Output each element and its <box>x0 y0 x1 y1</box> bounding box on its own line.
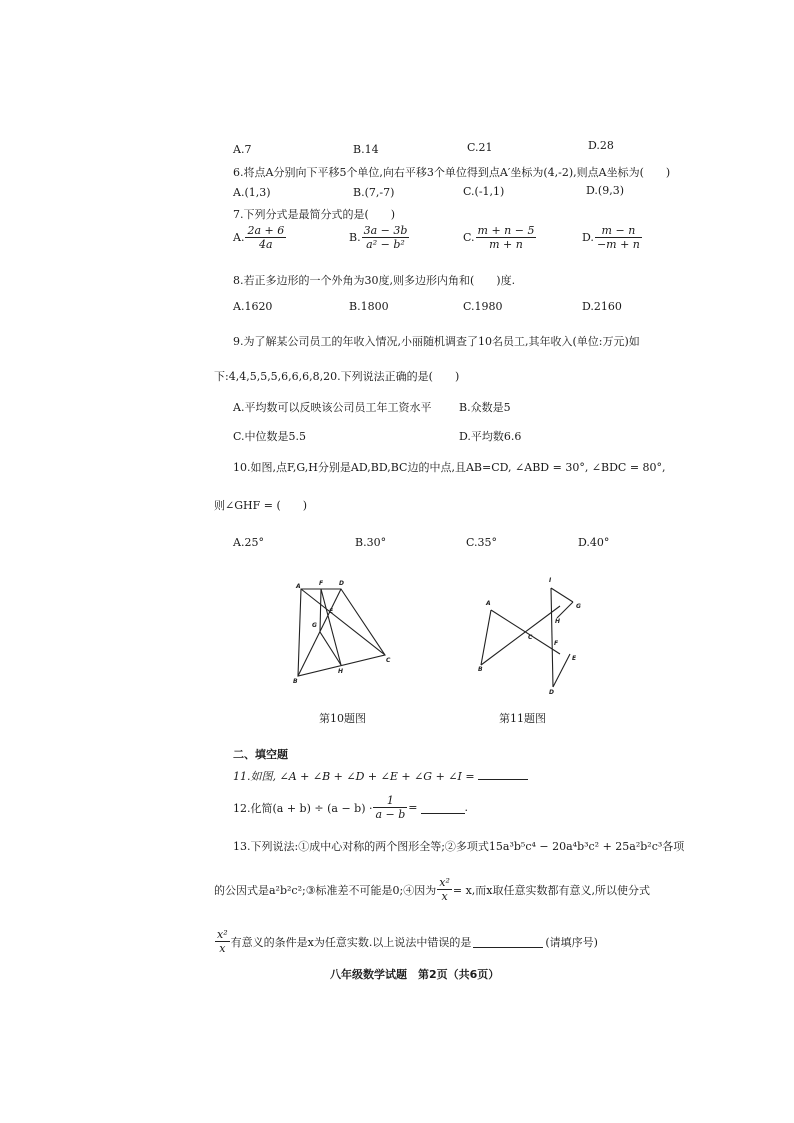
q10-stem-line2: 则∠GHF = ( ) <box>214 499 308 512</box>
q13-line2-a: 的公因式是a²b²c²;③标准差不可能是0;④因为 <box>214 883 437 897</box>
q9-stem-line2: 下:4,4,5,5,5,6,6,6,8,20.下列说法正确的是( ) <box>214 370 460 383</box>
segment-fg <box>320 589 321 632</box>
q10-stem-line1: 10.如图,点F,G,H分别是AD,BD,BC边的中点,且AB=CD, ∠ABD = 30°, ∠BDC = 80°, <box>233 461 666 474</box>
q7-option-c-numerator: m + n − 5 <box>477 224 535 237</box>
q7-option-d <box>582 224 643 251</box>
q12-equals: = <box>408 801 418 814</box>
q5-option-d: D.28 <box>588 139 614 152</box>
q11-answer-blank[interactable] <box>478 767 528 780</box>
q7-option-a <box>233 224 287 251</box>
q5-option-a: A.7 <box>233 143 252 156</box>
q9-stem-line1: 9.为了解某公司员工的年收入情况,小丽随机调查了10名员工,其年收入(单位:万元)如 <box>233 335 640 348</box>
fig11-label-d: D <box>549 689 554 696</box>
diagonal-bd <box>298 589 344 676</box>
q11-stem <box>233 767 528 784</box>
q8-option-b: B.1800 <box>349 300 389 313</box>
q7-option-b <box>349 224 410 251</box>
q7-option-b-numerator: 3a − 3b <box>363 224 408 237</box>
segment-g-to-h <box>557 602 573 618</box>
q13-line3-numerator: x² <box>217 928 228 941</box>
q13-line2-numerator: x² <box>439 876 450 889</box>
q9-option-b: B.众数是5 <box>459 401 511 414</box>
q7-option-b-denominator: a² − b² <box>362 237 410 251</box>
q7-option-c-letter: C. <box>463 231 475 244</box>
fig10-label-a: A <box>296 583 301 590</box>
q5-option-c: C.21 <box>467 141 493 154</box>
quadrilateral-abcd <box>298 589 385 676</box>
q7-option-b-letter: B. <box>349 231 361 244</box>
q13-line2 <box>214 876 650 903</box>
q10-option-b: B.30° <box>355 536 387 549</box>
q8-option-c: C.1980 <box>463 300 503 313</box>
q13-line3 <box>214 928 598 955</box>
q7-option-a-letter: A. <box>233 231 245 244</box>
q13-line2-b: = x,而x取任意实数都有意义,所以使分式 <box>452 883 651 897</box>
q12-answer-blank[interactable] <box>421 801 465 814</box>
q8-option-a: A.1620 <box>233 300 273 313</box>
q7-option-d-numerator: m − n <box>601 224 636 237</box>
segment-ed <box>553 654 570 687</box>
fig11-label-c: C <box>528 634 533 641</box>
fig10-label-d: D <box>339 580 344 587</box>
q10-option-a: A.25° <box>233 536 264 549</box>
q6-option-b: B.(7,-7) <box>353 186 395 199</box>
q13-line3-b: (请填序号) <box>545 935 598 949</box>
q7-option-a-numerator: 2a + 6 <box>247 224 285 237</box>
q9-option-c: C.中位数是5.5 <box>233 430 307 443</box>
q12-numerator: 1 <box>386 794 394 807</box>
segment-ab <box>481 610 491 665</box>
figure-q11-caption: 第11题图 <box>499 712 546 725</box>
figure-q10-diagram <box>285 575 395 685</box>
figure-q11-diagram <box>470 570 590 700</box>
q12-prefix: 12.化简(a + b) ÷ (a − b) · <box>233 801 373 815</box>
section-fill-in-title: 二、填空题 <box>233 748 288 761</box>
fig11-label-a: A <box>486 600 491 607</box>
q6-option-c: C.(-1,1) <box>463 185 505 198</box>
fig11-label-i: I <box>549 577 552 584</box>
q7-stem: 7.下列分式是最简分式的是( ) <box>233 208 396 221</box>
segment-gh <box>320 632 341 665</box>
q6-option-d: D.(9,3) <box>586 184 625 197</box>
page-footer: 八年级数学试题 第2页（共6页） <box>330 968 500 981</box>
segment-ig <box>551 588 573 602</box>
q8-option-d: D.2160 <box>582 300 622 313</box>
segment-fh <box>321 589 341 665</box>
q12-stem <box>233 794 468 821</box>
q11-text: 11.如图, ∠A + ∠B + ∠D + ∠E + ∠G + ∠I = <box>233 770 475 783</box>
fig11-label-f: F <box>554 640 559 647</box>
fig11-label-h: H <box>555 618 561 625</box>
q7-option-d-denominator: −m + n <box>596 238 640 251</box>
q8-stem: 8.若正多边形的一个外角为30度,则多边形内角和( )度. <box>233 274 516 287</box>
fig11-label-b: B <box>478 666 483 673</box>
figure-q10-caption: 第10题图 <box>319 712 366 725</box>
q6-stem: 6.将点A分别向下平移5个单位,向右平移3个单位得到点A′坐标为(4,-2),则点A坐标为( ) <box>233 166 671 179</box>
q9-option-d: D.平均数6.6 <box>459 430 522 443</box>
fig10-label-g: G <box>312 622 317 629</box>
q6-option-a: A.(1,3) <box>233 186 271 199</box>
line-b-to-g <box>481 606 560 665</box>
q7-option-a-denominator: 4a <box>245 237 286 251</box>
line-a-to-e <box>491 610 560 654</box>
q9-option-a: A.平均数可以反映该公司员工年工资水平 <box>233 401 432 414</box>
q13-line3-a: 有意义的条件是x为任意实数.以上说法中错误的是 <box>230 935 472 949</box>
q12-end: . <box>464 801 469 814</box>
q13-line2-denominator: x <box>437 889 452 903</box>
fig10-label-h: H <box>338 668 344 675</box>
line-i-to-d <box>551 588 553 687</box>
fig11-label-g: G <box>576 603 581 610</box>
fig10-label-e: E <box>329 608 334 615</box>
q5-option-b: B.14 <box>353 143 379 156</box>
q12-denominator: a − b <box>375 808 406 821</box>
q7-option-c-denominator: m + n <box>476 237 537 251</box>
fig10-label-b: B <box>293 678 298 685</box>
q7-option-c <box>463 224 537 251</box>
q13-answer-blank[interactable] <box>473 935 543 948</box>
fig10-label-f: F <box>319 580 324 587</box>
fig10-label-c: C <box>386 657 391 664</box>
q7-option-d-letter: D. <box>582 231 594 244</box>
fig11-label-e: E <box>572 655 577 662</box>
q13-line3-denominator: x <box>215 941 230 955</box>
q10-option-c: C.35° <box>466 536 498 549</box>
q13-line1: 13.下列说法:①成中心对称的两个图形全等;②多项式15a³b⁵c⁴ − 20a⁴b³c² + 25a²b²c³各项 <box>233 840 685 853</box>
q10-option-d: D.40° <box>578 536 610 549</box>
